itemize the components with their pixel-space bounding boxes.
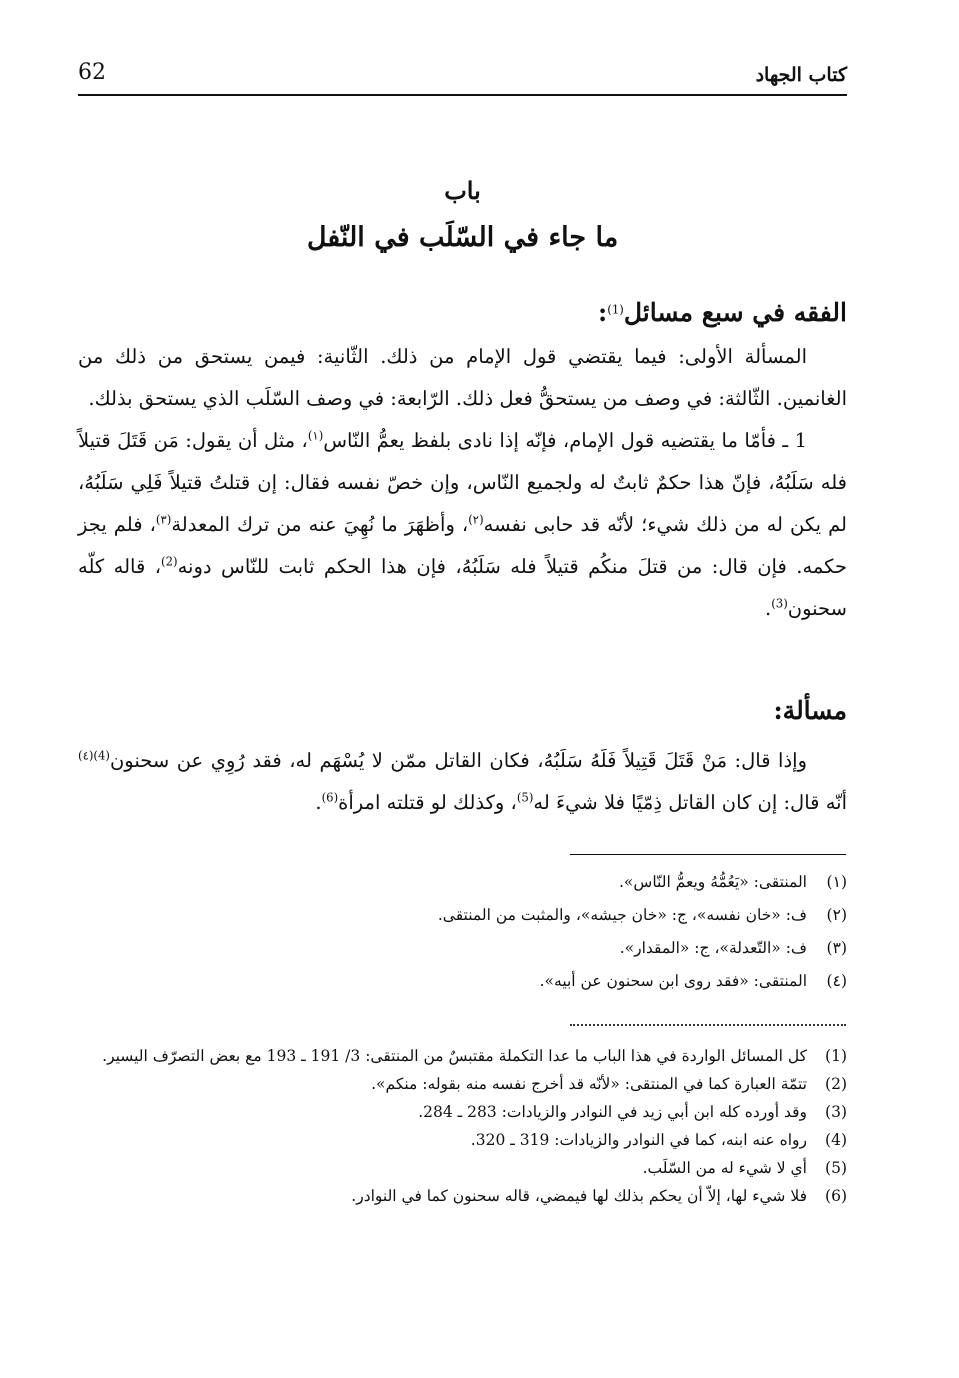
variant-ref: (١) bbox=[307, 428, 324, 443]
section-fiqh bbox=[78, 292, 847, 630]
footnote-divider-dotted bbox=[570, 1024, 846, 1026]
footnote-ref: (2) bbox=[161, 554, 178, 569]
footnote-ref: (1) bbox=[607, 302, 624, 317]
chapter-title: ما جاء في السّلَب في النّفل bbox=[306, 222, 619, 253]
footnote: (6) فلا شيء لها، إلاّ أن يحكم بذلك لها فيمضي، قاله سحنون كما في النوادر. bbox=[351, 1187, 847, 1205]
variant-note: (٢) ف: «خان نفسه»، ج: «خان جيشه»، والمثبت من المنتقى. bbox=[437, 906, 847, 924]
variant-note: (٣) ف: «التّعدلة»، ج: «المقدار». bbox=[619, 939, 847, 957]
paragraph-issues: المسألة الأولى: فيما يقتضي قول الإمام من ذلك. الثّانية: فيمن يستحق من ذلك من الغانمين. الثّالثة: في وصف من يستحقُّ فعل ذلك. الرّابعة: في وصف السّلَب الذي يستحق بذلك. bbox=[78, 345, 847, 410]
footnote: (5) أي لا شيء له من السّلَب. bbox=[642, 1159, 847, 1177]
footnote: (1) كل المسائل الواردة في هذا الباب ما عدا التكملة مقتبسٌ من المنتقى: 3/ 191 ـ 193 مع بعض التصرّف اليسير. bbox=[102, 1047, 847, 1065]
page-header bbox=[78, 58, 847, 96]
running-head: كتاب الجهاد bbox=[755, 64, 847, 86]
chapter-label: باب bbox=[444, 176, 481, 205]
section-heading: الفقه في سبع مسائل$^{(1)}$: bbox=[598, 298, 847, 327]
variant-notes bbox=[78, 866, 847, 998]
section-heading: مسألة: bbox=[773, 696, 847, 725]
footnote-divider bbox=[570, 854, 846, 855]
footnote-ref: (3) bbox=[771, 596, 788, 611]
footnote-ref: (4)(٤) bbox=[78, 748, 110, 763]
paragraph-first-issue: 1 ـ فأمّا ما يقتضيه قول الإمام، فإنّه إذا نادى بلفظ يعمُّ النّاس$^{(١)}$، مثل أن يقول: مَن قَتَلَ قتيلاً فله سَلَبُهُ، فإنّ هذا حكمٌ ثابتٌ له ولجميع النّاس، وإن خصّ نفسه فقال: إن قتلتُ قتيلاً فَلِي سَلَبُهُ، لم يكن له من ذلك شيء؛ لأنّه قد حابى نفسه$^{(٢)}$، وأظهَرَ ما نُهِيَ عنه من ترك المعدلة$^{(٣)}$، فلم يجز حكمه. فإن قال: من قتلَ منكُم قتيلاً فله سَلَبُهُ، فإن هذا الحكم ثابت للنّاس دونه$^{(2)}$، قاله كلّه سحنون$^{(3)}$. bbox=[78, 428, 847, 620]
variant-ref: (٣) bbox=[155, 512, 172, 527]
variant-note: (٤) المنتقى: «فقد روى ابن سحنون عن أبيه». bbox=[539, 972, 847, 990]
page-number: 62 bbox=[78, 60, 106, 85]
footnote: (2) تتمّة العبارة كما في المنتقى: «لأنّه قد أخرج نفسه منه بقوله: منكم». bbox=[371, 1075, 847, 1093]
paragraph-mas-ala: وإذا قال: مَنْ قَتَلَ قَتِيلاً فَلَهُ سَلَبُهُ، فكان القاتل ممّن لا يُسْهَم له، فقد رُوِي عن سحنون$^{(4)(٤)}$ أنّه قال: إن كان القاتل ذِمّيًا فلا شيءَ له$^{(5)}$، وكذلك لو قتلته امرأة$^{(6)}$. bbox=[78, 748, 847, 814]
footnote-ref: (6) bbox=[321, 790, 339, 805]
variant-note: (١) المنتقى: «يَعُمُّهُ ويعمُّ النّاس». bbox=[618, 873, 847, 891]
variant-ref: (٢) bbox=[468, 512, 484, 527]
section-mas-ala bbox=[78, 690, 847, 824]
footnote: (4) رواه عنه ابنه، كما في النوادر والزيادات: 319 ـ 320. bbox=[470, 1131, 847, 1149]
footnotes bbox=[78, 1042, 847, 1210]
footnote: (3) وقد أورده كله ابن أبي زيد في النوادر والزيادات: 283 ـ 284. bbox=[418, 1103, 847, 1121]
footnote-ref: (5) bbox=[516, 790, 534, 805]
